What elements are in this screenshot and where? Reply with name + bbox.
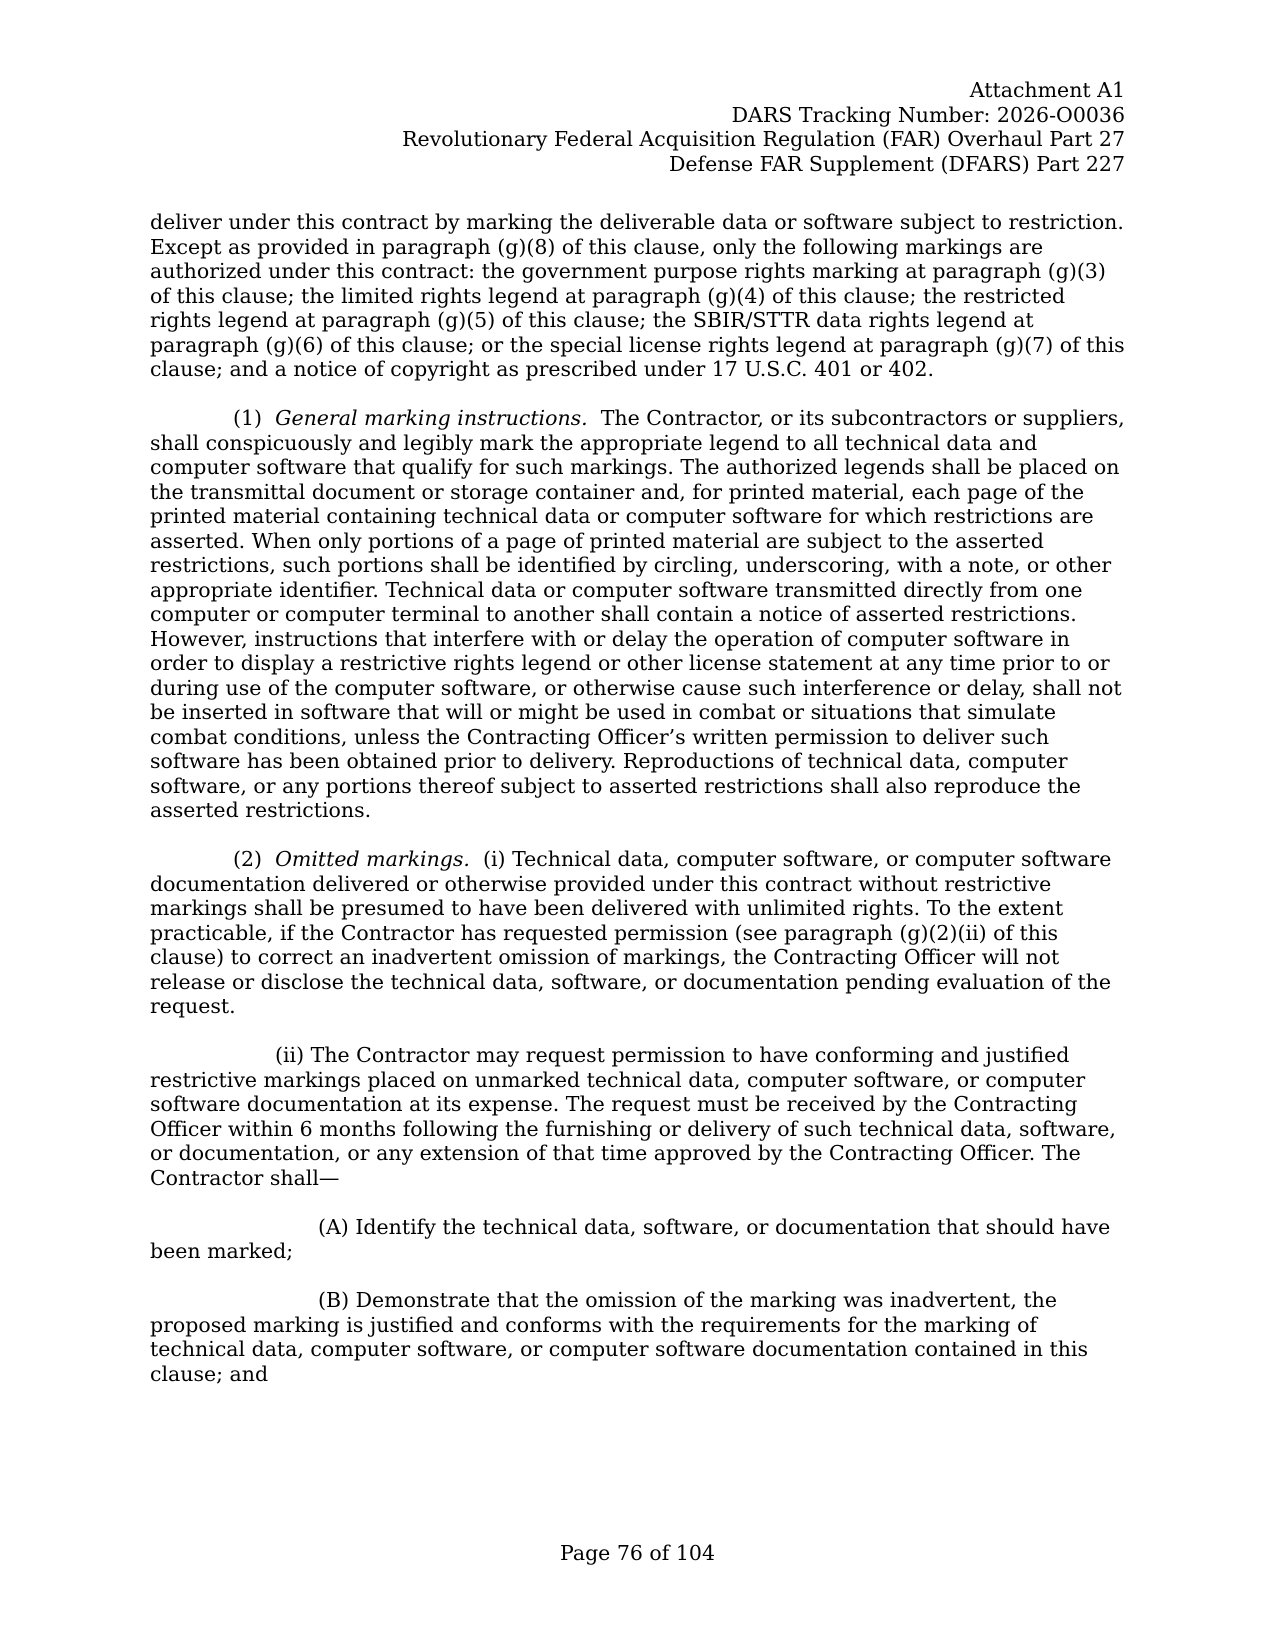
dfars-part-title: Defense FAR Supplement (DFARS) Part 227 [668, 151, 1125, 176]
page-header [402, 78, 1125, 176]
page-number: Page 76 of 104 [559, 1541, 716, 1565]
paragraph-item-a: (A) Identify the technical data, software, or documentation that should have been marked; [150, 1214, 1111, 1263]
paragraph-omitted-markings [150, 847, 1128, 1019]
tracking-number: DARS Tracking Number: 2026-O0036 [731, 102, 1125, 127]
document-body [150, 210, 1128, 1411]
paragraph-item-b: (B) Demonstrate that the omission of the marking was inadvertent, the proposed marking is justified and conforms with the requirements for the marking of technical data, computer software, or computer software documentation contained in this clause; and [150, 1288, 1089, 1386]
paragraph-text: The Contractor, or its subcontractors or suppliers, shall conspicuously and legibly mark the appropriate legend to all technical data and computer software that qualify for such markings. The authorized legends shall be placed on the transmittal document or storage container and, for printed material, each page of the printed material containing technical data or computer software for which restrictions are asserted. When only portions of a page of printed material are subject to the asserted restrictions, such portions shall be identified by circling, underscoring, with a note, or other appropriate identifier. Technical data or computer software transmitted directly from one computer or computer terminal to another shall contain a notice of asserted restrictions. However, instructions that interfere with or delay the operation of computer software in order to display a restrictive rights legend or other license statement at any time prior to or during use of the computer software, or otherwise cause such interference or delay, shall not be inserted in software that will or might be used in combat or situations that simulate combat conditions, unless the Contracting Officer’s written permission to deliver such software has been obtained prior to delivery. Reproductions of technical data, computer software, or any portions thereof subject to asserted restrictions shall also reproduce the asserted restrictions. [150, 406, 1125, 822]
paragraph-continuation: deliver under this contract by marking the deliverable data or software subject to restriction. Except as provided in paragraph (g)(8) of this clause, only the following markings are authorized under this contract: the government purpose rights marking at paragraph (g)(3) of this clause; the limited rights legend at paragraph (g)(4) of this clause; the restricted rights legend at paragraph (g)(5) of this clause; the SBIR/STTR data rights legend at paragraph (g)(6) of this clause; or the special license rights legend at paragraph (g)(7) of this clause; and a notice of copyright as prescribed under 17 U.S.C. 401 or 402. [150, 210, 1125, 381]
paragraph-text: (i) Technical data, computer software, or computer software documentation delivered or otherwise provided under this contract without restrictive markings shall be presumed to have been delivered with unlimited rights. To the extent practicable, if the Contractor has requested permission (see paragraph (g)(2)(ii) of this clause) to correct an inadvertent omission of markings, the Contracting Officer will not release or disclose the technical data, software, or documentation pending evaluation of the request. [150, 847, 1112, 1018]
paragraph-general-marking [150, 406, 1128, 823]
paragraph-heading: General marking instructions. [275, 406, 588, 430]
far-part-title: Revolutionary Federal Acquisition Regulation (FAR) Overhaul Part 27 [402, 127, 1125, 151]
paragraph-number: (2) [233, 847, 263, 871]
paragraph-heading: Omitted markings. [275, 847, 470, 871]
attachment-label: Attachment A1 [969, 78, 1125, 102]
paragraph-request-permission: (ii) The Contractor may request permission to have conforming and justified restrictive markings placed on unmarked technical data, computer software, or computer software documentation at its expense. The request must be received by the Contracting Officer within 6 months following the furnishing or delivery of such technical data, software, or documentation, or any extension of that time approved by the Contracting Officer. The Contractor shall— [150, 1043, 1116, 1190]
paragraph-number: (1) [233, 406, 263, 430]
